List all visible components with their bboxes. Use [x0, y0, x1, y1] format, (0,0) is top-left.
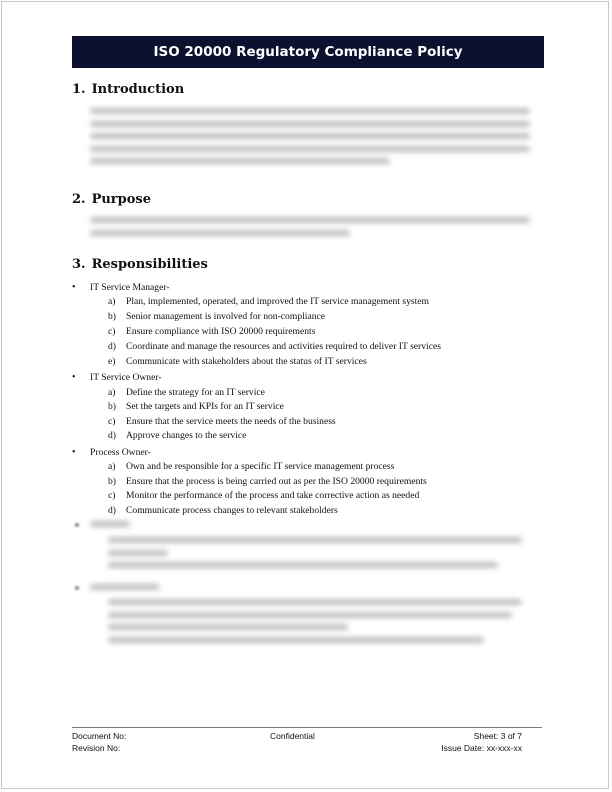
role-it-service-manager: [72, 282, 170, 293]
list-item: d) Approve changes to the service: [108, 430, 247, 441]
list-item: c) Monitor the performance of the process and take corrective action as needed: [108, 490, 420, 501]
list-item: e) Communicate with stakeholders about the status of IT services: [108, 356, 367, 367]
footer-confidential: Confidential: [270, 731, 315, 741]
list-item: c) Ensure that the service meets the needs of the business: [108, 416, 336, 427]
section-heading-purpose: [72, 192, 151, 207]
list-item: b) Senior management is involved for non-compliance: [108, 311, 326, 322]
blurred-purpose-text: [90, 217, 530, 242]
blurred-role-label: [90, 521, 130, 534]
role-label: IT Service Owner-: [90, 372, 162, 383]
bullet-icon: •: [72, 447, 76, 458]
list-item: d) Coordinate and manage the resources and activities required to deliver IT services: [108, 341, 441, 352]
role-label: IT Service Manager-: [90, 282, 170, 293]
bullet-icon: •: [72, 282, 76, 293]
footer-sheet: Sheet: 3 of 7: [473, 731, 522, 741]
section-title: Introduction: [91, 82, 185, 97]
footer-revision-no: Revision No:: [72, 743, 121, 753]
section-title: Purpose: [91, 192, 152, 207]
list-item: b) Ensure that the process is being carried out as per the ISO 20000 requirements: [108, 476, 427, 487]
section-title: Responsibilities: [91, 257, 208, 272]
blurred-list-text: [108, 537, 522, 575]
role-process-owner: [72, 447, 151, 458]
section-number: 3.: [72, 257, 86, 272]
blurred-bullet-icon: [75, 586, 79, 590]
blurred-bullet-icon: [75, 523, 79, 527]
role-label: Process Owner-: [90, 447, 151, 458]
footer-issue-date: Issue Date: xx-xxx-xx: [441, 743, 522, 753]
blurred-introduction-text: [90, 108, 530, 171]
bullet-icon: •: [72, 372, 76, 383]
list-item: c) Ensure compliance with ISO 20000 requirements: [108, 326, 316, 337]
section-number: 1.: [72, 82, 86, 97]
section-number: 2.: [72, 192, 86, 207]
section-heading-responsibilities: [72, 257, 208, 272]
blurred-role-label: [90, 584, 160, 597]
section-heading-introduction: [72, 82, 184, 97]
list-item: a) Plan, implemented, operated, and improved the IT service management system: [108, 296, 429, 307]
list-item: d) Communicate process changes to relevant stakeholders: [108, 505, 338, 516]
document-title: ISO 20000 Regulatory Compliance Policy: [72, 36, 544, 68]
footer-document-no: Document No:: [72, 731, 127, 741]
blurred-list-text: [108, 599, 522, 649]
list-item: b) Set the targets and KPIs for an IT service: [108, 401, 284, 412]
footer-divider: [72, 727, 542, 728]
role-it-service-owner: [72, 372, 162, 383]
list-item: a) Define the strategy for an IT service: [108, 387, 265, 398]
list-item: a) Own and be responsible for a specific IT service management process: [108, 461, 395, 472]
